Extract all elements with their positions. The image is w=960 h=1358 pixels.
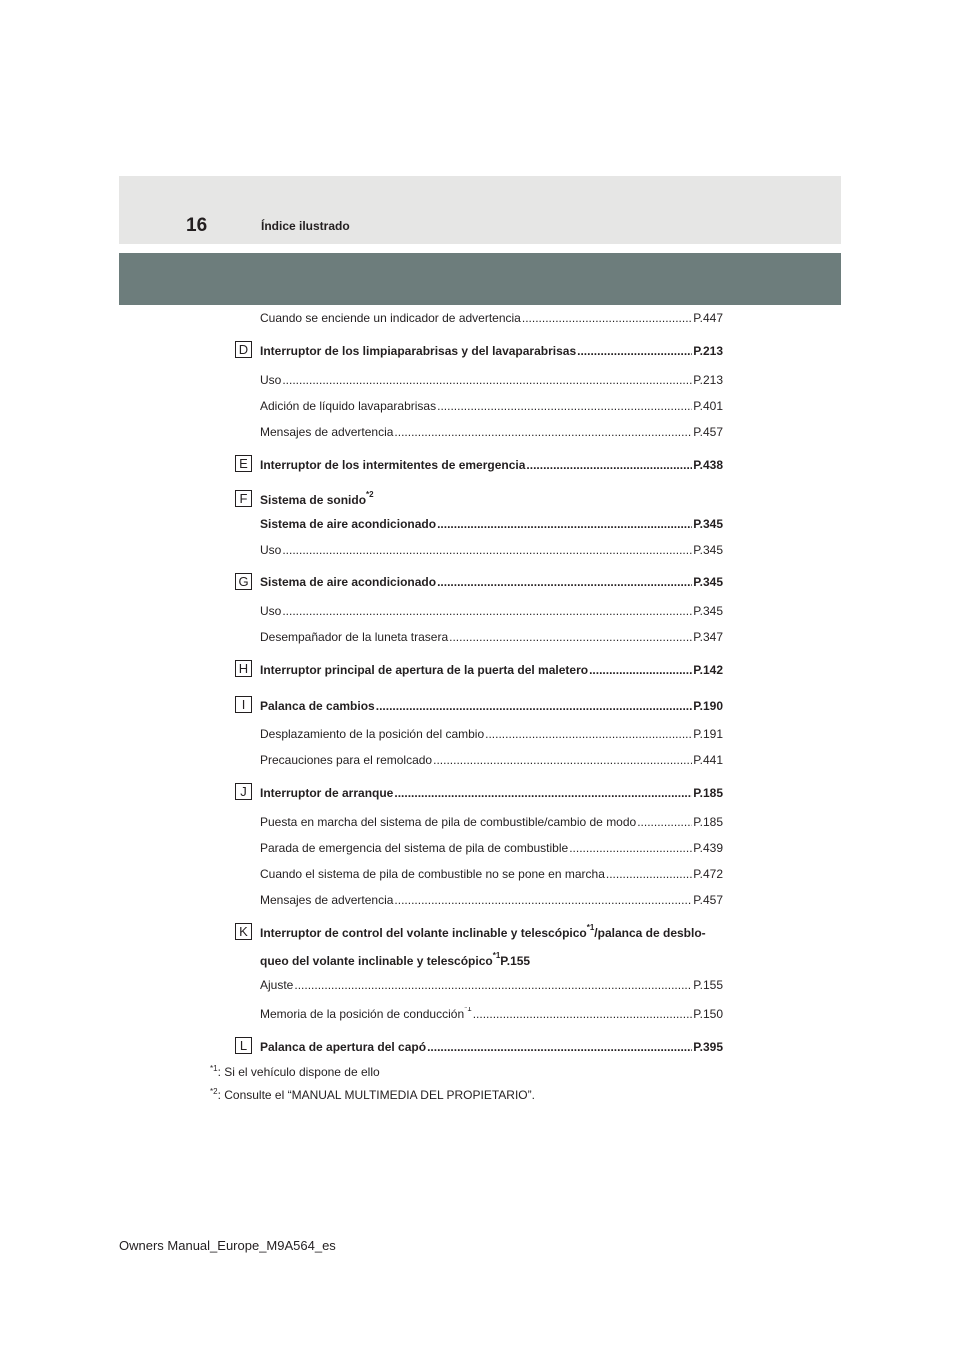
- index-entry-main-continued: queo del volante inclinable y telescópico$^{*1}$P.155: [260, 951, 531, 968]
- letter-marker-i: I: [235, 696, 252, 713]
- index-entry: Parada de emergencia del sistema de pila de combustible ..... P.439: [260, 841, 723, 856]
- index-entry-main: Interruptor de los limpiaparabrisas y del lavaparabrisas ..... P.213: [260, 344, 723, 359]
- page-number: 16: [186, 215, 208, 236]
- letter-marker-e: E: [235, 455, 252, 472]
- index-entry: Uso ..... P.345: [260, 543, 723, 558]
- index-entry: Ajuste ..... P.155: [260, 978, 723, 993]
- footnote: $^{*2}$: Consulte el “MANUAL MULTIMEDIA DEL PROPIETARIO”.: [210, 1087, 535, 1102]
- letter-marker-d: D: [235, 341, 252, 358]
- letter-marker-k: K: [235, 923, 252, 940]
- header-band: [119, 176, 841, 244]
- index-entry-main: Interruptor principal de apertura de la puerta del maletero ..... P.142: [260, 663, 723, 678]
- index-entry-main: Sistema de sonido$^{*2}$: [260, 490, 374, 507]
- index-entry: Puesta en marcha del sistema de pila de combustible/cambio de modo ..... P.185: [260, 815, 723, 830]
- index-entry: Mensajes de advertencia ..... P.457: [260, 893, 723, 908]
- index-entry: Mensajes de advertencia ..... P.457: [260, 425, 723, 440]
- letter-marker-l: L: [235, 1037, 252, 1054]
- index-entry: Precauciones para el remolcado ..... P.441: [260, 753, 723, 768]
- letter-marker-h: H: [235, 660, 252, 677]
- index-entry-main: Sistema de aire acondicionado ..... P.345: [260, 575, 723, 590]
- header-dark-band: [119, 253, 841, 305]
- footer-document-id: Owners Manual_Europe_M9A564_es: [119, 1238, 336, 1253]
- index-entry-main: Sistema de aire acondicionado ..... P.345: [260, 517, 723, 532]
- index-entry-main: Interruptor de control del volante inclinable y telescópico$^{*1}$/palanca de desblo-: [260, 923, 706, 940]
- section-title: Índice ilustrado: [261, 219, 350, 233]
- index-entry-main: Palanca de cambios ..... P.190: [260, 699, 723, 714]
- index-entry: Desempañador de la luneta trasera ..... P.347: [260, 630, 723, 645]
- index-entry-main: Interruptor de arranque ..... P.185: [260, 786, 723, 801]
- index-entry: Uso ..... P.345: [260, 604, 723, 619]
- letter-marker-f: F: [235, 490, 252, 507]
- footnote: $^{*1}$: Si el vehículo dispone de ello: [210, 1064, 380, 1079]
- index-entry: Cuando el sistema de pila de combustible no se pone en marcha ..... P.472: [260, 867, 723, 882]
- index-entry: Memoria de la posición de conducción$^{*1}$ ..... P.150: [260, 1007, 723, 1022]
- letter-marker-j: J: [235, 783, 252, 800]
- index-entry: Uso ..... P.213: [260, 373, 723, 388]
- index-entry-main: Interruptor de los intermitentes de emergencia ..... P.438: [260, 458, 723, 473]
- index-entry: Desplazamiento de la posición del cambio ..... P.191: [260, 727, 723, 742]
- index-entry: Cuando se enciende un indicador de advertencia ..... P.447: [260, 311, 723, 326]
- letter-marker-g: G: [235, 573, 252, 590]
- index-entry: Adición de líquido lavaparabrisas ..... P.401: [260, 399, 723, 414]
- index-entry-main: Palanca de apertura del capó ..... P.395: [260, 1040, 723, 1055]
